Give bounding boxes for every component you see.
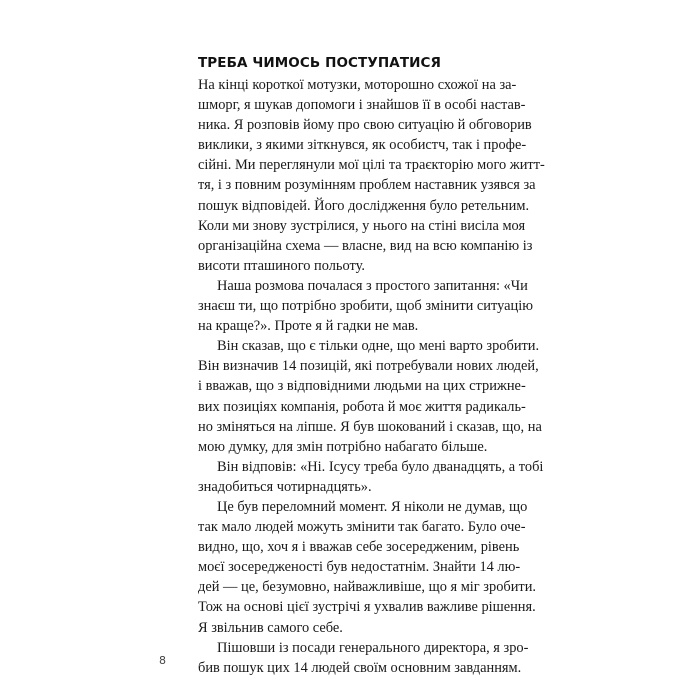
text-line: Пішовши із посади генерального директора, я зро- <box>217 639 529 656</box>
text-line: Він визначив 14 позицій, які потребували нових людей, <box>198 358 539 375</box>
text-line: виклики, з якими зіткнувся, як особистч, так і профе- <box>198 137 527 154</box>
text-line: бив пошук цих 14 людей своїм основним завданням. <box>198 659 522 676</box>
text-line: знадобиться чотирнадцять». <box>198 478 372 495</box>
text-line: знаєш ти, що потрібно зробити, щоб змінити ситуацію <box>198 298 533 315</box>
text-line: Це був переломний момент. Я ніколи не думав, що <box>217 498 528 515</box>
text-line: Він сказав, що є тільки одне, що мені варто зробити. <box>217 338 540 355</box>
text-line: на краще?». Проте я й гадки не мав. <box>198 318 419 335</box>
text-line: ника. Я розповів йому про свою ситуацію й обговорив <box>198 117 532 134</box>
text-line: На кінці короткої мотузки, моторошно схожої на за- <box>198 77 517 93</box>
paragraph <box>198 497 536 638</box>
paragraph <box>198 276 533 336</box>
text-line: шморг, я шукав допомоги і знайшов її в особі настав- <box>198 97 526 114</box>
text-line: сійні. Ми переглянули мої цілі та траєкторію мого житт- <box>198 157 545 174</box>
text-line: так мало людей можуть змінити так багато. Було оче- <box>198 519 526 536</box>
text-line: Наша розмова почалася з простого запитання: «Чи <box>217 277 528 294</box>
paragraph <box>198 75 545 276</box>
text-line: Він відповів: «Ні. Ісусу треба було дванадцять, а тобі <box>217 458 544 475</box>
text-line: організаційна схема — власне, вид на всю компанію із <box>198 237 533 254</box>
text-line: но зміняться на ліпше. Я був шокований і сказав, що, на <box>198 418 542 435</box>
text-line: вих позиціях компанія, робота й моє життя радикаль- <box>198 398 526 415</box>
text-line: тя, і з повним розумінням проблем наставник узявся за <box>198 177 536 194</box>
text-line: Тож на основі цієї зустрічі я ухвалив важливе рішення. <box>198 599 536 616</box>
section-heading: ТРЕБА ЧИМОСЬ ПОСТУПАТИСЯ <box>198 55 442 71</box>
text-line: пошук відповідей. Його дослідження було ретельним. <box>198 197 530 214</box>
text-line: Я звільнив самого себе. <box>198 619 343 636</box>
text-line: і вважав, що з відповідними людьми на цих стрижне- <box>198 378 526 395</box>
text-line: дей — це, безумовно, найважливіше, що я міг зробити. <box>198 579 536 596</box>
text-line: мою думку, для змін потрібно набагато більше. <box>198 438 488 455</box>
text-line: Коли ми знову зустрілися, у нього на стіні висіла моя <box>198 217 526 234</box>
text-line: висоти пташиного польоту. <box>198 257 365 274</box>
body-text <box>198 75 545 678</box>
paragraph <box>198 457 544 497</box>
text-line: видно, що, хоч я і вважав себе зосередженим, рівень <box>198 539 520 556</box>
paragraph <box>198 638 529 678</box>
paragraph <box>198 336 542 457</box>
page-number: 8 <box>159 654 166 667</box>
text-line: моєї зосередженості був недостатнім. Знайти 14 лю- <box>198 559 521 576</box>
